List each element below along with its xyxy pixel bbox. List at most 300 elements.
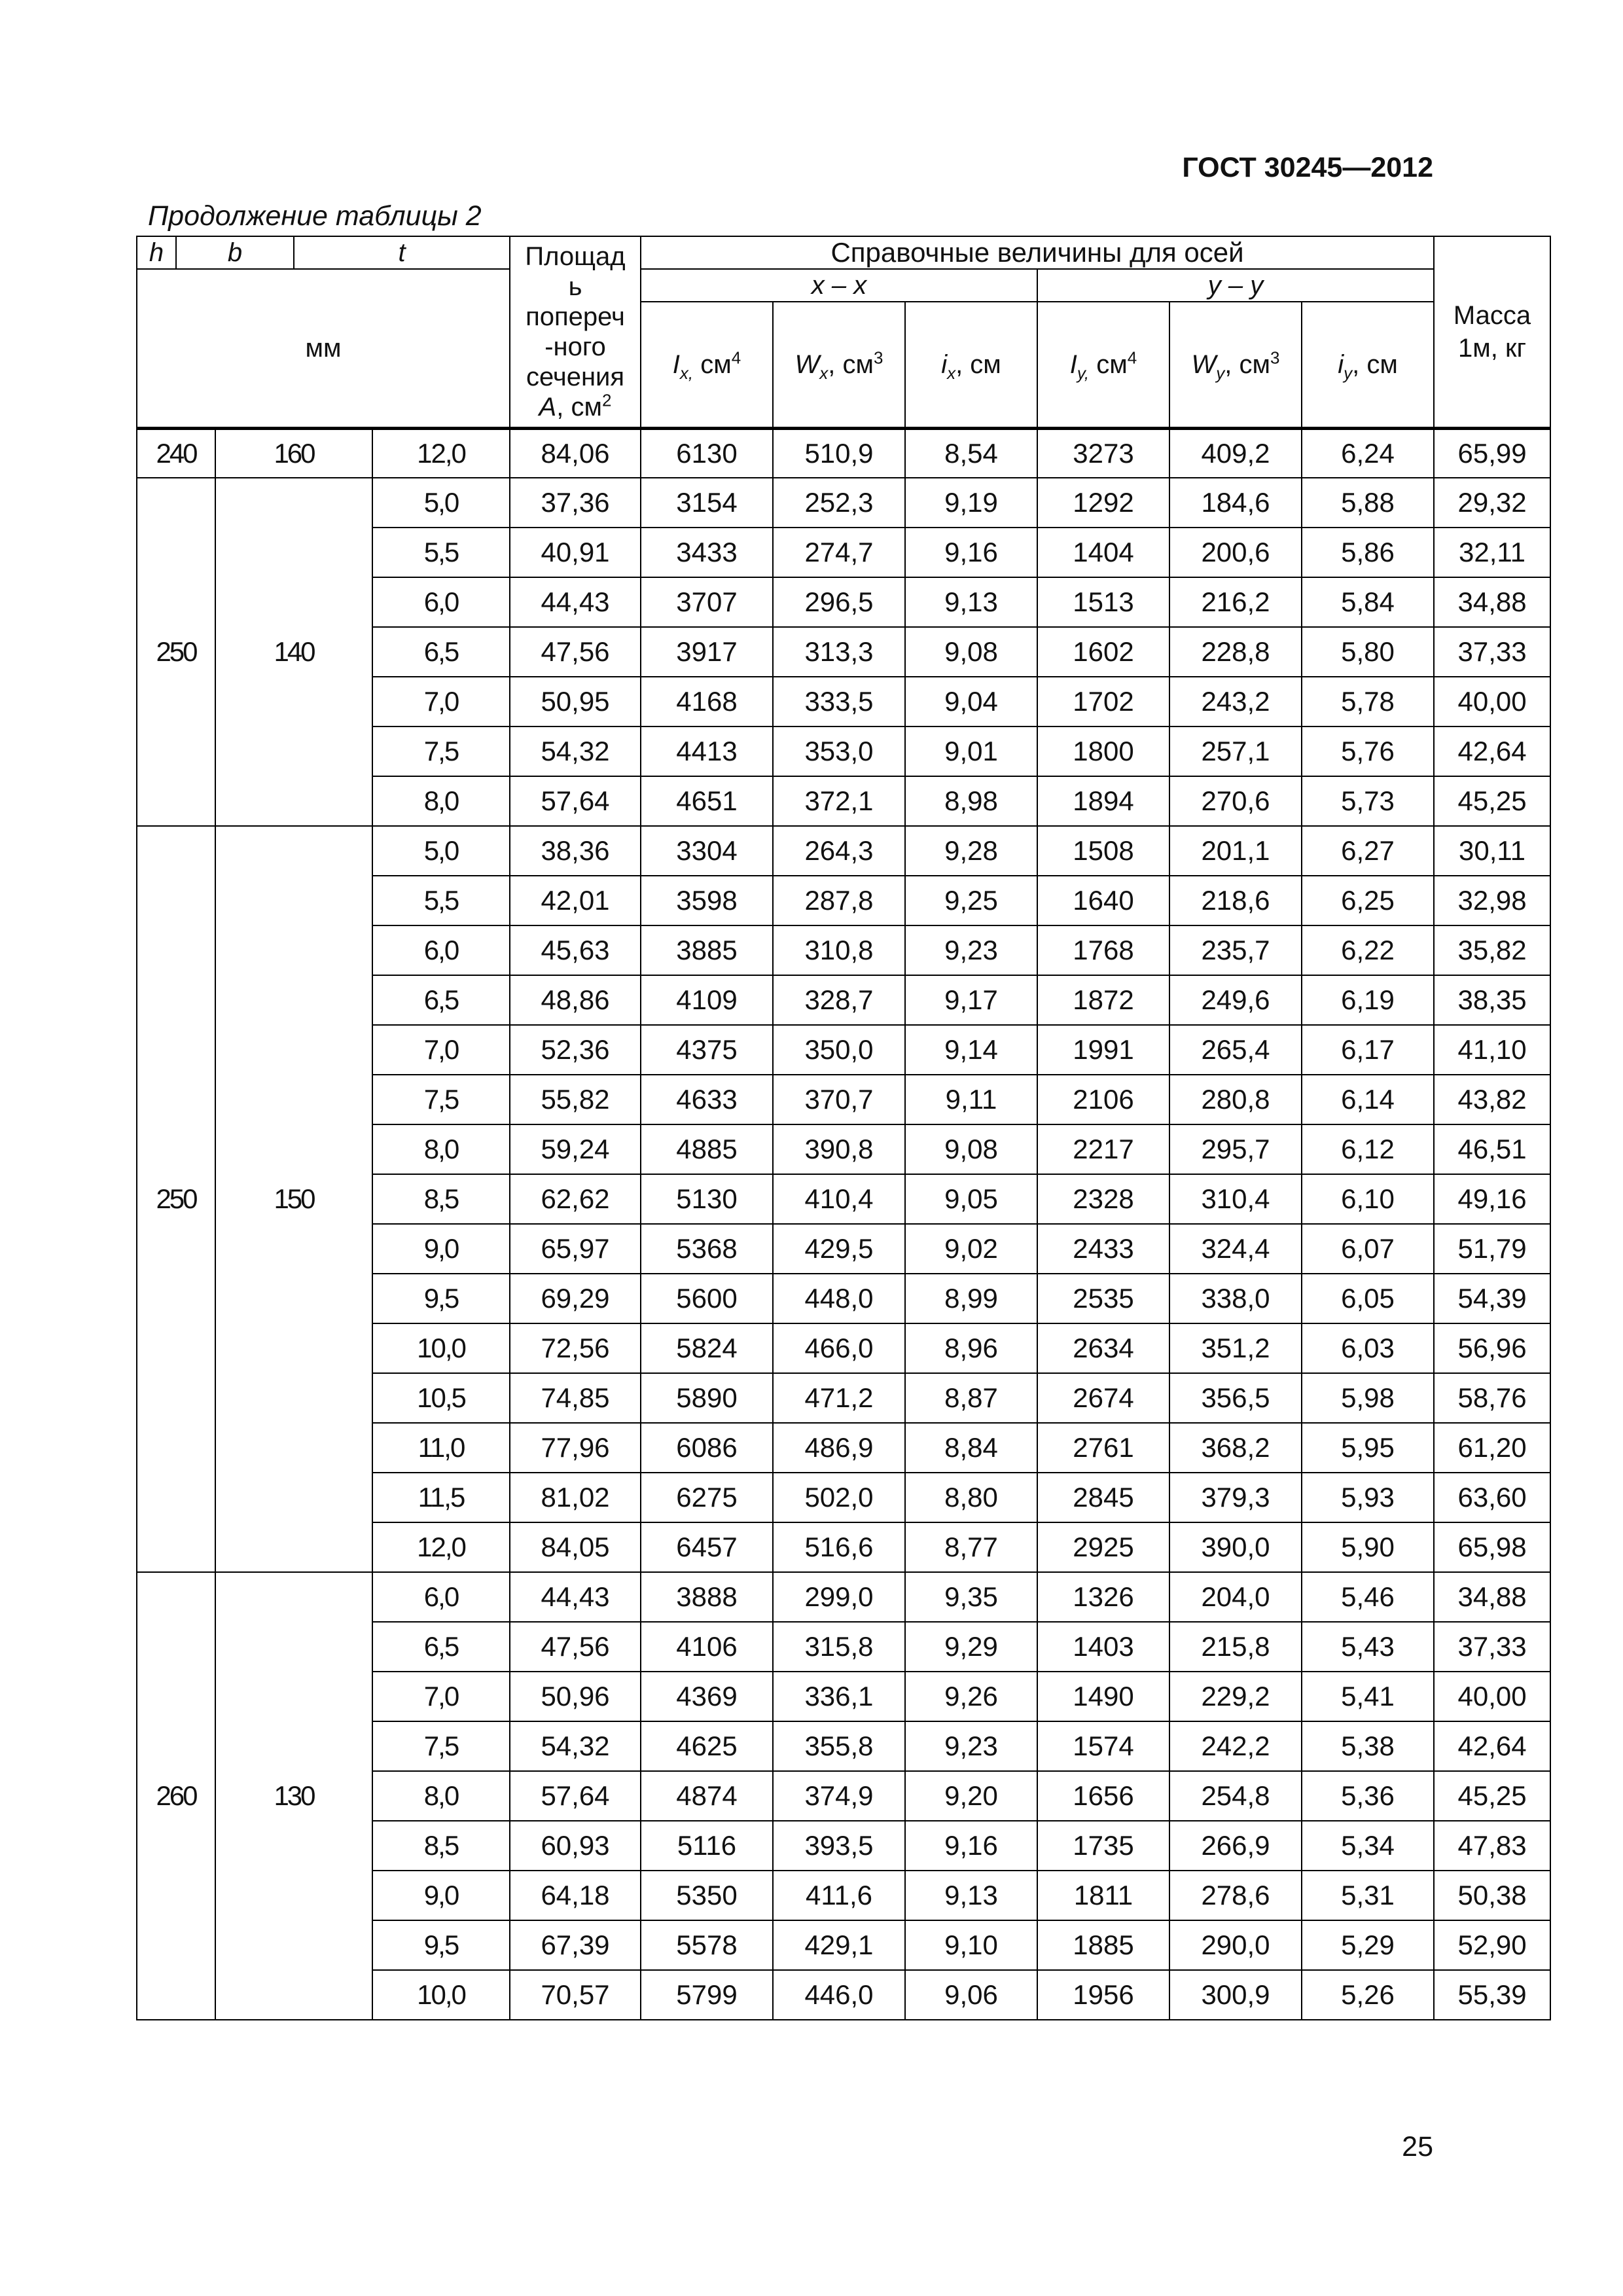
cell-wy: 300,9	[1169, 1970, 1302, 2020]
cell-area: 54,32	[510, 726, 641, 776]
cell-wy: 229,2	[1169, 1672, 1302, 1721]
cell-iy-radius: 5,73	[1302, 776, 1434, 826]
wy-sub: y	[1216, 363, 1225, 383]
cell-iy-moment: 1292	[1037, 478, 1169, 528]
ix-radius-sub: x	[947, 363, 956, 383]
cell-ix-radius: 9,11	[905, 1075, 1037, 1124]
cell-ix-moment: 3154	[641, 478, 773, 528]
cell-mass: 37,33	[1434, 627, 1550, 677]
col-iy-moment-header	[1037, 302, 1169, 429]
cell-wy: 249,6	[1169, 975, 1302, 1025]
cell-area: 37,36	[510, 478, 641, 528]
cell-ix-moment: 5130	[641, 1174, 773, 1224]
cell-iy-moment: 1872	[1037, 975, 1169, 1025]
cell-t: 9,0	[372, 1871, 510, 1920]
cell-iy-radius: 6,27	[1302, 826, 1434, 876]
cell-ix-moment: 3707	[641, 577, 773, 627]
cell-area: 70,57	[510, 1970, 641, 2020]
cell-wx: 315,8	[773, 1622, 905, 1672]
page-number: 25	[1402, 2131, 1433, 2162]
cell-ix-radius: 9,01	[905, 726, 1037, 776]
cell-h: 240	[137, 429, 215, 478]
cell-iy-moment: 2845	[1037, 1473, 1169, 1522]
cell-area: 47,56	[510, 1622, 641, 1672]
cell-iy-radius: 5,93	[1302, 1473, 1434, 1522]
cell-ix-moment: 6275	[641, 1473, 773, 1522]
col-wy-header	[1169, 302, 1302, 429]
ix-radius-unit: , см	[955, 350, 1001, 379]
cell-wx: 370,7	[773, 1075, 905, 1124]
cell-area: 84,06	[510, 429, 641, 478]
cell-area: 47,56	[510, 627, 641, 677]
cell-area: 74,85	[510, 1373, 641, 1423]
cell-iy-moment: 2535	[1037, 1274, 1169, 1323]
cell-wy: 265,4	[1169, 1025, 1302, 1075]
cell-mass: 32,98	[1434, 876, 1550, 925]
cell-iy-moment: 1602	[1037, 627, 1169, 677]
cell-ix-radius: 9,26	[905, 1672, 1037, 1721]
cell-t: 9,0	[372, 1224, 510, 1274]
cell-wy: 215,8	[1169, 1622, 1302, 1672]
cell-wy: 379,3	[1169, 1473, 1302, 1522]
cell-wx: 333,5	[773, 677, 905, 726]
cell-iy-moment: 2106	[1037, 1075, 1169, 1124]
cell-b: 140	[215, 478, 372, 826]
cell-wy: 338,0	[1169, 1274, 1302, 1323]
area-label-5: сечения	[526, 363, 625, 391]
cell-ix-moment: 3888	[641, 1572, 773, 1622]
cell-iy-moment: 2634	[1037, 1323, 1169, 1373]
cell-iy-radius: 6,12	[1302, 1124, 1434, 1174]
cell-ix-radius: 9,16	[905, 1821, 1037, 1871]
table-caption: Продолжение таблицы 2	[148, 200, 482, 232]
iy-moment-sub: y,	[1077, 363, 1090, 383]
cell-area: 59,24	[510, 1124, 641, 1174]
cell-t: 12,0	[372, 429, 510, 478]
cell-iy-radius: 5,38	[1302, 1721, 1434, 1771]
cell-t: 9,5	[372, 1920, 510, 1970]
cell-ix-moment: 5824	[641, 1323, 773, 1373]
cell-t: 12,0	[372, 1522, 510, 1572]
cell-t: 6,0	[372, 925, 510, 975]
cell-ix-moment: 4375	[641, 1025, 773, 1075]
cell-wy: 235,7	[1169, 925, 1302, 975]
cell-wx: 336,1	[773, 1672, 905, 1721]
cell-ix-moment: 6457	[641, 1522, 773, 1572]
cell-t: 6,5	[372, 627, 510, 677]
area-label-2: ь	[568, 272, 582, 301]
cell-ix-moment: 6130	[641, 429, 773, 478]
col-mass-header	[1434, 236, 1550, 429]
cell-mass: 55,39	[1434, 1970, 1550, 2020]
cell-wy: 351,2	[1169, 1323, 1302, 1373]
cell-mass: 29,32	[1434, 478, 1550, 528]
cell-ix-moment: 4369	[641, 1672, 773, 1721]
area-unit: , см	[556, 393, 602, 422]
cell-wx: 411,6	[773, 1871, 905, 1920]
cell-mass: 46,51	[1434, 1124, 1550, 1174]
cell-ix-radius: 9,05	[905, 1174, 1037, 1224]
ix-moment-symbol: I	[672, 350, 680, 379]
col-h-header: h	[137, 236, 176, 269]
cell-ix-radius: 9,10	[905, 1920, 1037, 1970]
cell-t: 5,5	[372, 876, 510, 925]
cell-area: 50,96	[510, 1672, 641, 1721]
area-label-1: Площад	[525, 242, 626, 271]
cell-wy: 290,0	[1169, 1920, 1302, 1970]
area-label-4: -ного	[544, 332, 606, 361]
cell-area: 54,32	[510, 1721, 641, 1771]
cell-wy: 280,8	[1169, 1075, 1302, 1124]
cell-mass: 65,99	[1434, 429, 1550, 478]
cell-t: 5,5	[372, 528, 510, 577]
cell-iy-radius: 5,43	[1302, 1622, 1434, 1672]
cell-iy-moment: 1811	[1037, 1871, 1169, 1920]
cell-ix-radius: 8,80	[905, 1473, 1037, 1522]
cell-iy-moment: 1735	[1037, 1821, 1169, 1871]
cell-wx: 393,5	[773, 1821, 905, 1871]
cell-ix-radius: 9,14	[905, 1025, 1037, 1075]
cell-wy: 257,1	[1169, 726, 1302, 776]
cell-t: 8,5	[372, 1174, 510, 1224]
cell-ix-radius: 8,84	[905, 1423, 1037, 1473]
cell-area: 64,18	[510, 1871, 641, 1920]
cell-mass: 61,20	[1434, 1423, 1550, 1473]
cell-area: 44,43	[510, 1572, 641, 1622]
cell-mass: 56,96	[1434, 1323, 1550, 1373]
ix-moment-unit: см	[693, 350, 732, 379]
cell-ix-moment: 4413	[641, 726, 773, 776]
document-standard-header: ГОСТ 30245—2012	[1182, 152, 1433, 183]
cell-mass: 42,64	[1434, 1721, 1550, 1771]
cell-iy-moment: 2925	[1037, 1522, 1169, 1572]
cell-ix-radius: 9,20	[905, 1771, 1037, 1821]
cell-wx: 264,3	[773, 826, 905, 876]
cell-wx: 390,8	[773, 1124, 905, 1174]
cell-t: 10,0	[372, 1970, 510, 2020]
cell-wy: 242,2	[1169, 1721, 1302, 1771]
cell-t: 7,5	[372, 1075, 510, 1124]
cell-area: 62,62	[510, 1174, 641, 1224]
col-area-header	[510, 236, 641, 429]
cell-wy: 310,4	[1169, 1174, 1302, 1224]
cell-ix-moment: 3885	[641, 925, 773, 975]
cell-ix-moment: 4651	[641, 776, 773, 826]
cell-mass: 42,64	[1434, 726, 1550, 776]
cell-ix-moment: 4109	[641, 975, 773, 1025]
cell-t: 5,0	[372, 478, 510, 528]
cell-iy-radius: 5,95	[1302, 1423, 1434, 1473]
cell-area: 57,64	[510, 1771, 641, 1821]
cell-area: 77,96	[510, 1423, 641, 1473]
cell-iy-radius: 5,76	[1302, 726, 1434, 776]
cell-mass: 41,10	[1434, 1025, 1550, 1075]
cell-iy-radius: 5,88	[1302, 478, 1434, 528]
cell-t: 10,5	[372, 1373, 510, 1423]
cell-area: 48,86	[510, 975, 641, 1025]
cell-wy: 254,8	[1169, 1771, 1302, 1821]
cell-wx: 446,0	[773, 1970, 905, 2020]
cell-t: 7,0	[372, 1025, 510, 1075]
cell-area: 57,64	[510, 776, 641, 826]
cell-area: 72,56	[510, 1323, 641, 1373]
cell-ix-radius: 9,23	[905, 925, 1037, 975]
cell-iy-moment: 1800	[1037, 726, 1169, 776]
cell-iy-moment: 1490	[1037, 1672, 1169, 1721]
profile-properties-table	[136, 236, 1551, 2020]
cell-wy: 324,4	[1169, 1224, 1302, 1274]
cell-mass: 32,11	[1434, 528, 1550, 577]
cell-wx: 328,7	[773, 975, 905, 1025]
cell-ix-moment: 5890	[641, 1373, 773, 1423]
cell-wx: 372,1	[773, 776, 905, 826]
cell-iy-moment: 1702	[1037, 677, 1169, 726]
cell-mass: 30,11	[1434, 826, 1550, 876]
cell-ix-radius: 9,02	[905, 1224, 1037, 1274]
iy-moment-symbol: I	[1069, 350, 1077, 379]
cell-iy-radius: 5,41	[1302, 1672, 1434, 1721]
cell-iy-radius: 6,14	[1302, 1075, 1434, 1124]
cell-ix-radius: 9,35	[905, 1572, 1037, 1622]
wy-symbol: W	[1191, 350, 1217, 379]
cell-ix-radius: 8,54	[905, 429, 1037, 478]
cell-ix-radius: 9,28	[905, 826, 1037, 876]
cell-wx: 252,3	[773, 478, 905, 528]
cell-iy-radius: 6,22	[1302, 925, 1434, 975]
cell-area: 55,82	[510, 1075, 641, 1124]
cell-ix-radius: 8,87	[905, 1373, 1037, 1423]
cell-area: 44,43	[510, 577, 641, 627]
cell-wy: 390,0	[1169, 1522, 1302, 1572]
cell-ix-radius: 9,29	[905, 1622, 1037, 1672]
cell-mass: 34,88	[1434, 1572, 1550, 1622]
area-exponent: 2	[601, 390, 612, 410]
cell-ix-radius: 9,25	[905, 876, 1037, 925]
cell-wy: 218,6	[1169, 876, 1302, 925]
cell-mass: 65,98	[1434, 1522, 1550, 1572]
cell-area: 42,01	[510, 876, 641, 925]
cell-t: 8,5	[372, 1821, 510, 1871]
cell-iy-moment: 1326	[1037, 1572, 1169, 1622]
cell-mass: 40,00	[1434, 677, 1550, 726]
cell-iy-moment: 1403	[1037, 1622, 1169, 1672]
iy-radius-sub: y	[1344, 363, 1353, 383]
cell-mass: 50,38	[1434, 1871, 1550, 1920]
cell-iy-radius: 5,29	[1302, 1920, 1434, 1970]
cell-wx: 353,0	[773, 726, 905, 776]
cell-t: 7,0	[372, 677, 510, 726]
cell-iy-moment: 2328	[1037, 1174, 1169, 1224]
cell-wy: 200,6	[1169, 528, 1302, 577]
cell-area: 84,05	[510, 1522, 641, 1572]
table-row	[137, 478, 1550, 528]
cell-mass: 40,00	[1434, 1672, 1550, 1721]
cell-wy: 228,8	[1169, 627, 1302, 677]
cell-ix-radius: 9,13	[905, 1871, 1037, 1920]
cell-b: 150	[215, 826, 372, 1572]
cell-mass: 34,88	[1434, 577, 1550, 627]
cell-ix-moment: 3917	[641, 627, 773, 677]
axis-x-header: x – x	[641, 269, 1037, 302]
cell-t: 7,5	[372, 726, 510, 776]
cell-iy-radius: 6,25	[1302, 876, 1434, 925]
cell-wy: 356,5	[1169, 1373, 1302, 1423]
cell-ix-moment: 5578	[641, 1920, 773, 1970]
cell-wy: 204,0	[1169, 1572, 1302, 1622]
cell-wx: 374,9	[773, 1771, 905, 1821]
cell-mass: 63,60	[1434, 1473, 1550, 1522]
cell-ix-moment: 4874	[641, 1771, 773, 1821]
cell-mass: 45,25	[1434, 1771, 1550, 1821]
cell-ix-moment: 4168	[641, 677, 773, 726]
cell-ix-moment: 5116	[641, 1821, 773, 1871]
cell-wx: 410,4	[773, 1174, 905, 1224]
cell-wx: 466,0	[773, 1323, 905, 1373]
cell-wx: 502,0	[773, 1473, 905, 1522]
cell-mass: 45,25	[1434, 776, 1550, 826]
cell-iy-moment: 1513	[1037, 577, 1169, 627]
cell-mass: 54,39	[1434, 1274, 1550, 1323]
axis-y-header: y – y	[1037, 269, 1434, 302]
cell-iy-moment: 1640	[1037, 876, 1169, 925]
cell-ix-moment: 3433	[641, 528, 773, 577]
cell-ix-moment: 5350	[641, 1871, 773, 1920]
cell-iy-moment: 1404	[1037, 528, 1169, 577]
cell-ix-radius: 9,04	[905, 677, 1037, 726]
cell-t: 6,5	[372, 1622, 510, 1672]
cell-area: 69,29	[510, 1274, 641, 1323]
cell-wy: 295,7	[1169, 1124, 1302, 1174]
cell-iy-radius: 5,46	[1302, 1572, 1434, 1622]
col-b-header: b	[176, 236, 294, 269]
cell-iy-moment: 1894	[1037, 776, 1169, 826]
cell-wx: 350,0	[773, 1025, 905, 1075]
cell-t: 10,0	[372, 1323, 510, 1373]
cell-wx: 299,0	[773, 1572, 905, 1622]
units-header: мм	[137, 269, 510, 429]
cell-mass: 43,82	[1434, 1075, 1550, 1124]
cell-area: 50,95	[510, 677, 641, 726]
cell-ix-radius: 8,96	[905, 1323, 1037, 1373]
wy-exp: 3	[1270, 348, 1280, 368]
cell-h: 260	[137, 1572, 215, 2020]
cell-t: 11,5	[372, 1473, 510, 1522]
cell-h: 250	[137, 826, 215, 1572]
cell-iy-moment: 2433	[1037, 1224, 1169, 1274]
cell-wx: 429,1	[773, 1920, 905, 1970]
cell-wx: 429,5	[773, 1224, 905, 1274]
cell-iy-radius: 6,03	[1302, 1323, 1434, 1373]
cell-mass: 38,35	[1434, 975, 1550, 1025]
cell-t: 6,0	[372, 1572, 510, 1622]
area-symbol: A	[539, 393, 557, 422]
cell-ix-moment: 4106	[641, 1622, 773, 1672]
cell-wx: 287,8	[773, 876, 905, 925]
cell-wx: 296,5	[773, 577, 905, 627]
cell-ix-radius: 9,19	[905, 478, 1037, 528]
col-wx-header	[773, 302, 905, 429]
cell-wy: 201,1	[1169, 826, 1302, 876]
cell-mass: 58,76	[1434, 1373, 1550, 1423]
cell-wx: 510,9	[773, 429, 905, 478]
cell-ix-moment: 3598	[641, 876, 773, 925]
iy-radius-unit: , см	[1352, 350, 1398, 379]
cell-t: 8,0	[372, 776, 510, 826]
cell-wx: 471,2	[773, 1373, 905, 1423]
cell-wx: 313,3	[773, 627, 905, 677]
table-row	[137, 429, 1550, 478]
cell-iy-radius: 6,17	[1302, 1025, 1434, 1075]
cell-iy-moment: 1885	[1037, 1920, 1169, 1970]
cell-h: 250	[137, 478, 215, 826]
cell-iy-moment: 1991	[1037, 1025, 1169, 1075]
cell-ix-radius: 9,08	[905, 627, 1037, 677]
col-ix-moment-header	[641, 302, 773, 429]
cell-iy-moment: 2217	[1037, 1124, 1169, 1174]
cell-ix-radius: 8,77	[905, 1522, 1037, 1572]
cell-iy-radius: 5,86	[1302, 528, 1434, 577]
cell-iy-radius: 6,07	[1302, 1224, 1434, 1274]
cell-area: 52,36	[510, 1025, 641, 1075]
cell-t: 9,5	[372, 1274, 510, 1323]
reference-values-header: Справочные величины для осей	[641, 236, 1434, 269]
cell-iy-moment: 1768	[1037, 925, 1169, 975]
iy-radius-symbol: i	[1338, 350, 1344, 379]
table-row	[137, 1572, 1550, 1622]
cell-iy-moment: 1508	[1037, 826, 1169, 876]
cell-t: 7,0	[372, 1672, 510, 1721]
cell-mass: 51,79	[1434, 1224, 1550, 1274]
cell-ix-moment: 4633	[641, 1075, 773, 1124]
cell-ix-radius: 9,06	[905, 1970, 1037, 2020]
cell-t: 8,0	[372, 1771, 510, 1821]
iy-moment-exp: 4	[1127, 348, 1137, 368]
cell-ix-radius: 9,23	[905, 1721, 1037, 1771]
cell-b: 160	[215, 429, 372, 478]
cell-iy-moment: 1656	[1037, 1771, 1169, 1821]
cell-wy: 266,9	[1169, 1821, 1302, 1871]
wx-symbol: W	[794, 350, 820, 379]
cell-ix-radius: 9,16	[905, 528, 1037, 577]
cell-b: 130	[215, 1572, 372, 2020]
cell-ix-moment: 3304	[641, 826, 773, 876]
cell-wy: 409,2	[1169, 429, 1302, 478]
wx-exp: 3	[874, 348, 883, 368]
cell-iy-moment: 2761	[1037, 1423, 1169, 1473]
cell-area: 45,63	[510, 925, 641, 975]
iy-moment-unit: см	[1089, 350, 1128, 379]
cell-ix-radius: 9,17	[905, 975, 1037, 1025]
cell-area: 38,36	[510, 826, 641, 876]
cell-mass: 49,16	[1434, 1174, 1550, 1224]
cell-ix-radius: 9,13	[905, 577, 1037, 627]
cell-iy-radius: 5,31	[1302, 1871, 1434, 1920]
cell-wx: 274,7	[773, 528, 905, 577]
cell-mass: 35,82	[1434, 925, 1550, 975]
cell-iy-radius: 5,78	[1302, 677, 1434, 726]
cell-iy-radius: 5,98	[1302, 1373, 1434, 1423]
wy-unit: , см	[1224, 350, 1271, 379]
cell-iy-radius: 5,84	[1302, 577, 1434, 627]
cell-iy-moment: 2674	[1037, 1373, 1169, 1423]
wx-sub: x	[819, 363, 829, 383]
cell-wx: 355,8	[773, 1721, 905, 1771]
table-body	[137, 429, 1550, 2020]
cell-wy: 184,6	[1169, 478, 1302, 528]
cell-ix-moment: 5600	[641, 1274, 773, 1323]
cell-wx: 310,8	[773, 925, 905, 975]
cell-ix-radius: 8,98	[905, 776, 1037, 826]
